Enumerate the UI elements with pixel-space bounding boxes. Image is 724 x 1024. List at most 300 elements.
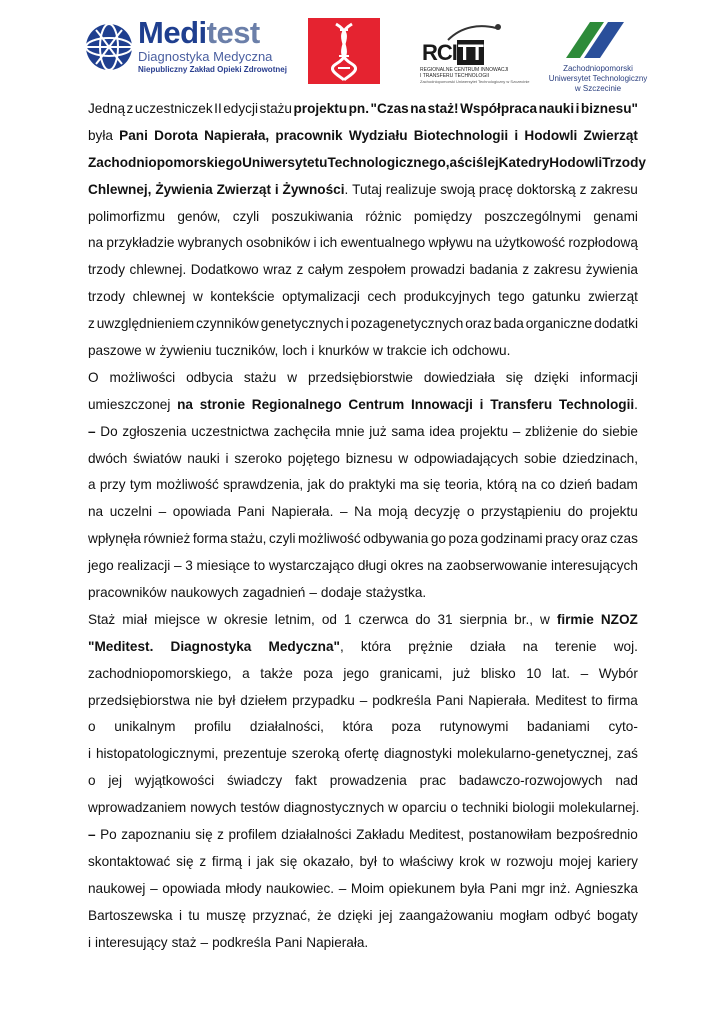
word: mojej bbox=[558, 853, 592, 869]
word: Napierała, bbox=[204, 127, 270, 143]
word: naukowych bbox=[170, 585, 239, 601]
word: interesujących bbox=[551, 558, 638, 574]
word: muszę bbox=[206, 907, 247, 923]
word: o bbox=[450, 800, 459, 816]
text-line bbox=[88, 822, 638, 849]
word: Katedry bbox=[498, 154, 550, 170]
word: Trzody bbox=[602, 154, 646, 170]
word: postanowiłam bbox=[468, 827, 552, 843]
word: do bbox=[567, 504, 583, 520]
word: optymalizacji bbox=[282, 289, 360, 305]
word: młody bbox=[225, 880, 262, 896]
text-line bbox=[88, 177, 638, 204]
word: diagnostycznych bbox=[283, 800, 385, 816]
word: do bbox=[415, 611, 431, 627]
word: staż bbox=[171, 934, 197, 950]
word: rozpłodową bbox=[568, 235, 638, 251]
meditest-logo bbox=[84, 15, 287, 80]
word: – bbox=[158, 504, 167, 520]
text-line bbox=[88, 338, 638, 365]
word: Staż bbox=[88, 611, 116, 627]
word: Meditest, bbox=[408, 827, 465, 843]
word: przy bbox=[99, 477, 126, 493]
word: nad bbox=[615, 773, 638, 789]
word: całym bbox=[307, 262, 344, 278]
word: badam bbox=[596, 477, 638, 493]
word: czerwca bbox=[358, 611, 409, 627]
word: Dodatkowo bbox=[190, 262, 259, 278]
word: "Czas bbox=[370, 101, 409, 116]
word: o bbox=[88, 719, 96, 735]
word: – bbox=[150, 880, 158, 896]
word: i bbox=[345, 316, 349, 332]
word: umieszczonej bbox=[88, 396, 171, 412]
word: pracownik bbox=[275, 127, 343, 143]
word: dowiedziała bbox=[423, 369, 495, 385]
word: firmą bbox=[211, 853, 243, 869]
word: żywienia bbox=[585, 262, 638, 278]
word: do bbox=[582, 423, 598, 439]
word: sierpnia bbox=[459, 611, 508, 627]
word: dodatki bbox=[594, 316, 638, 332]
word: firma bbox=[607, 692, 638, 708]
text-line bbox=[88, 150, 646, 177]
word: wyjątkowości bbox=[134, 773, 215, 789]
word: co bbox=[540, 477, 556, 493]
word: pracowników bbox=[88, 585, 167, 601]
text-line bbox=[88, 204, 638, 231]
word: – bbox=[309, 585, 317, 601]
word: skontaktować bbox=[88, 853, 171, 869]
word: Agnieszka bbox=[575, 880, 638, 896]
word: biznesu bbox=[345, 450, 393, 466]
word: pomiędzy bbox=[413, 208, 473, 224]
word: rutynowymi bbox=[439, 719, 509, 735]
word: pracy bbox=[545, 531, 579, 547]
word: mnie bbox=[335, 423, 365, 439]
word: trzody bbox=[88, 262, 126, 278]
word: i bbox=[88, 746, 92, 762]
word: sobie bbox=[524, 450, 557, 466]
word: Diagnostyka bbox=[170, 638, 252, 654]
word: przypadku bbox=[292, 692, 355, 708]
word: w bbox=[193, 289, 203, 305]
text-line bbox=[88, 607, 638, 634]
word: prezentuje bbox=[223, 746, 287, 762]
word: okres bbox=[390, 558, 424, 574]
article-body bbox=[88, 96, 646, 957]
word: a bbox=[449, 154, 458, 170]
word: w bbox=[398, 450, 409, 466]
word: że bbox=[317, 907, 332, 923]
word: biologii bbox=[512, 800, 555, 816]
word: zakresu bbox=[590, 181, 638, 197]
word: Innowacji bbox=[411, 396, 473, 412]
word: się bbox=[505, 369, 524, 385]
text-line bbox=[88, 553, 638, 580]
word: praktyki bbox=[348, 477, 396, 493]
text-line bbox=[88, 903, 638, 930]
word: światów bbox=[133, 450, 182, 466]
word: Wybór bbox=[598, 665, 638, 681]
word: prowadzi bbox=[410, 262, 465, 278]
word: szeroko bbox=[234, 450, 282, 466]
word: to bbox=[253, 558, 266, 574]
word: z bbox=[217, 827, 224, 843]
word: – bbox=[512, 423, 521, 439]
word: 3 bbox=[185, 558, 193, 574]
word: cech bbox=[367, 289, 397, 305]
word: się bbox=[279, 853, 298, 869]
word: II bbox=[214, 101, 222, 116]
word: uczestnictwa bbox=[191, 423, 270, 439]
word: Napierała. bbox=[271, 504, 334, 520]
word: prowadzenia bbox=[329, 773, 407, 789]
word: decyzję bbox=[414, 504, 461, 520]
word: okazało, bbox=[303, 853, 354, 869]
word: – bbox=[88, 827, 96, 843]
word: Uniwersytetu bbox=[242, 154, 328, 170]
word: odpowiadających bbox=[414, 450, 519, 466]
word: dzięki bbox=[337, 907, 373, 923]
word: polimorfizmu bbox=[88, 208, 166, 224]
zut-name-line3: w Szczecinie bbox=[574, 84, 622, 93]
word: zakresu bbox=[533, 262, 582, 278]
word: na bbox=[522, 638, 538, 654]
word: – bbox=[338, 880, 347, 896]
word: mogłam bbox=[499, 907, 549, 923]
word: – bbox=[88, 423, 96, 439]
word: Zwierząt bbox=[583, 127, 638, 143]
word: wpływu bbox=[428, 235, 474, 251]
word: na bbox=[521, 477, 537, 493]
word: czyli bbox=[232, 208, 260, 224]
word: Medyczna", bbox=[268, 638, 344, 654]
word: podkreśla bbox=[372, 692, 432, 708]
meditest-subtitle: Diagnostyka Medyczna bbox=[138, 49, 273, 64]
rcitt-letters: RCITT bbox=[422, 40, 483, 65]
word: Żywności. bbox=[282, 181, 349, 197]
word: projektu bbox=[589, 504, 638, 520]
word: z bbox=[579, 181, 587, 197]
word: tym bbox=[129, 477, 152, 493]
word: wraz bbox=[263, 262, 292, 278]
word: na bbox=[427, 558, 443, 574]
word: na bbox=[88, 235, 104, 251]
word: genów, bbox=[177, 208, 221, 224]
word: osobników bbox=[246, 235, 311, 251]
word: sprawdzenia, bbox=[223, 477, 304, 493]
word: tu bbox=[188, 907, 200, 923]
word: i bbox=[225, 450, 229, 466]
word: możliwości bbox=[109, 369, 176, 385]
word: molekularno-genetycznej, bbox=[456, 746, 612, 762]
word: przedsiębiorstwie bbox=[307, 369, 413, 385]
word: go bbox=[430, 531, 446, 547]
text-line bbox=[88, 714, 638, 741]
zut-name-line1: Zachodniopomorski bbox=[563, 64, 633, 73]
word: i bbox=[313, 235, 317, 251]
word: realizuje bbox=[385, 181, 437, 197]
word: kariery bbox=[597, 853, 638, 869]
word: biznesu" bbox=[580, 101, 638, 116]
word: również bbox=[143, 531, 191, 547]
word: do bbox=[329, 477, 345, 493]
word: nauki bbox=[187, 450, 220, 466]
word: stażu bbox=[243, 369, 277, 385]
zut-name-line2: Uniwersytet Technologiczny bbox=[548, 74, 648, 83]
word: Transferu bbox=[490, 396, 553, 412]
word: Pani bbox=[119, 127, 148, 143]
text-line bbox=[88, 741, 638, 768]
word: poszukiwania bbox=[271, 208, 354, 224]
word: cyto- bbox=[608, 719, 638, 735]
word: realizacji bbox=[117, 558, 171, 574]
text-line bbox=[88, 472, 638, 499]
word: naukowiec. bbox=[266, 880, 335, 896]
word: genetycznych bbox=[260, 316, 344, 332]
text-line bbox=[88, 930, 638, 957]
word: pozagenetycznych bbox=[350, 316, 464, 332]
word: pojętego bbox=[287, 450, 340, 466]
word: to bbox=[382, 853, 394, 869]
word: to bbox=[591, 692, 603, 708]
word: stażu, bbox=[230, 531, 267, 547]
word: długi bbox=[357, 558, 387, 574]
word: rozwoju bbox=[506, 853, 554, 869]
globe-icon bbox=[84, 22, 134, 72]
logo-header bbox=[0, 16, 724, 100]
word: Pani bbox=[436, 692, 464, 708]
rcitt-swoosh-icon bbox=[418, 20, 514, 42]
word: wprowadzaniem bbox=[88, 800, 187, 816]
word: Zakładu bbox=[356, 827, 405, 843]
word: Pani bbox=[237, 504, 265, 520]
word: stażu bbox=[259, 101, 292, 116]
word: 1 bbox=[343, 611, 352, 627]
word: uczestniczek bbox=[134, 101, 213, 116]
word: i bbox=[479, 396, 484, 412]
word: loch bbox=[282, 343, 308, 359]
rcitt-name-line2: I TRANSFERU TECHNOLOGII bbox=[420, 73, 489, 79]
text-line bbox=[88, 230, 638, 257]
word: od bbox=[321, 611, 337, 627]
word: odbywania bbox=[363, 531, 429, 547]
word: poza bbox=[391, 719, 421, 735]
word: doktorską bbox=[516, 181, 576, 197]
word: kontekście bbox=[210, 289, 275, 305]
word: dzień bbox=[559, 477, 592, 493]
word: jak bbox=[256, 853, 275, 869]
word: był bbox=[217, 692, 236, 708]
word: możliwość bbox=[298, 531, 361, 547]
word: ma bbox=[399, 477, 419, 493]
word: – bbox=[200, 934, 209, 950]
word: terenie bbox=[555, 638, 597, 654]
word: i bbox=[274, 181, 279, 197]
word: właściwy bbox=[399, 853, 454, 869]
word: nauki bbox=[538, 101, 575, 116]
word: profilem bbox=[228, 827, 277, 843]
word: firmie bbox=[556, 611, 594, 627]
word: jego bbox=[343, 665, 370, 681]
word: tuczników, bbox=[215, 343, 279, 359]
text-line bbox=[88, 688, 638, 715]
word: działalności, bbox=[249, 719, 324, 735]
word: Współpraca bbox=[460, 101, 538, 116]
word: zapoznaniu bbox=[121, 827, 191, 843]
word: teoria, bbox=[444, 477, 483, 493]
word: i bbox=[178, 907, 183, 923]
word: na bbox=[177, 396, 193, 412]
word: Regionalnego bbox=[251, 396, 342, 412]
text-line bbox=[88, 876, 638, 903]
word: działa bbox=[470, 638, 506, 654]
word: oraz bbox=[465, 316, 492, 332]
word: miał bbox=[122, 611, 148, 627]
word: Hodowli bbox=[549, 154, 603, 170]
rcitt-name-line3: Zachodniopomorski Uniwersytet Technologiczny w Szczecinie bbox=[420, 79, 530, 84]
word: testów bbox=[240, 800, 280, 816]
text-line bbox=[88, 661, 638, 688]
word: chlewnej. bbox=[129, 262, 187, 278]
word: Pani bbox=[489, 880, 517, 896]
text-line bbox=[88, 446, 638, 473]
zut-logo bbox=[538, 16, 658, 98]
meditest-title: Meditest bbox=[138, 15, 260, 50]
word: idea bbox=[429, 423, 455, 439]
word: krok bbox=[459, 853, 485, 869]
word: możliwość bbox=[156, 477, 219, 493]
word: nowych bbox=[190, 800, 237, 816]
word: Technologicznego, bbox=[327, 154, 450, 170]
word: podkreśla bbox=[212, 934, 272, 950]
word: Pani bbox=[275, 934, 303, 950]
word: O bbox=[88, 369, 99, 385]
word: na bbox=[410, 101, 427, 116]
word: "Meditest. bbox=[88, 638, 154, 654]
word: wystarczająco bbox=[268, 558, 355, 574]
word: stronie bbox=[199, 396, 246, 412]
word: 10 bbox=[526, 665, 542, 681]
word: bezpośrednio bbox=[556, 827, 638, 843]
word: działalności bbox=[281, 827, 352, 843]
word: się bbox=[195, 827, 213, 843]
word: z bbox=[522, 262, 530, 278]
word: czynników bbox=[196, 316, 259, 332]
dna-logo bbox=[308, 18, 380, 84]
word: przedsiębiorstwa bbox=[88, 692, 190, 708]
word: badawczo-rozwojowych bbox=[458, 773, 603, 789]
word: ofertę bbox=[344, 746, 380, 762]
word: Biotechnologii bbox=[413, 127, 509, 143]
word: lat. bbox=[551, 665, 571, 681]
word: organiczne bbox=[525, 316, 593, 332]
word: trakcie bbox=[386, 343, 427, 359]
word: żywieniu bbox=[159, 343, 212, 359]
word: interesujący bbox=[95, 934, 168, 950]
word: unikalnym bbox=[114, 719, 176, 735]
word: moją bbox=[378, 504, 408, 520]
word: forma bbox=[192, 531, 228, 547]
word: pn. bbox=[348, 101, 370, 116]
word: jej bbox=[378, 907, 393, 923]
word: czas bbox=[609, 531, 638, 547]
word: jej bbox=[108, 773, 122, 789]
word: dodaje bbox=[320, 585, 362, 601]
word: Dorota bbox=[154, 127, 198, 143]
meditest-tagline: Niepubliczny Zakład Opieki Zdrowotnej bbox=[138, 65, 287, 74]
word: w bbox=[372, 343, 383, 359]
word: profilu bbox=[194, 719, 232, 735]
word: produkcyjnych bbox=[403, 289, 491, 305]
word: techniki bbox=[462, 800, 509, 816]
word: diagnostyki bbox=[383, 746, 452, 762]
word: Wydziału bbox=[348, 127, 408, 143]
word: przystąpieniu bbox=[481, 504, 562, 520]
word: letnim, bbox=[274, 611, 315, 627]
word: się bbox=[423, 477, 441, 493]
word: czyli bbox=[269, 531, 296, 547]
word: i bbox=[247, 853, 251, 869]
word: oparciu bbox=[401, 800, 447, 816]
word: poza bbox=[448, 531, 479, 547]
word: histopatologicznymi, bbox=[95, 746, 219, 762]
word: o bbox=[88, 773, 96, 789]
word: którą bbox=[486, 477, 518, 493]
word: w bbox=[287, 369, 298, 385]
word: Zachodniopomorskiego bbox=[88, 154, 243, 170]
word: badania bbox=[469, 262, 518, 278]
word: projektu bbox=[293, 101, 348, 116]
word: nie bbox=[194, 692, 214, 708]
word: różnic bbox=[365, 208, 402, 224]
word: woj. bbox=[613, 638, 638, 654]
word: zbliżenie bbox=[525, 423, 578, 439]
word: projektu bbox=[459, 423, 509, 439]
word: przyznać, bbox=[252, 907, 311, 923]
word: i bbox=[575, 101, 580, 116]
text-line bbox=[88, 526, 638, 553]
word: Żywienia bbox=[155, 181, 213, 197]
word: szeroką bbox=[291, 746, 340, 762]
text-line bbox=[88, 311, 638, 338]
rcitt-logo bbox=[418, 20, 530, 84]
word: bada bbox=[493, 316, 524, 332]
word: zachodniopomorskiego, bbox=[88, 665, 232, 681]
word: dziedzinach, bbox=[562, 450, 638, 466]
word: uczelni bbox=[109, 504, 153, 520]
word: użytkowość bbox=[494, 235, 566, 251]
word: Technologii. bbox=[558, 396, 638, 412]
word: która bbox=[342, 719, 373, 735]
word: inż. bbox=[549, 880, 571, 896]
word: staż! bbox=[427, 101, 459, 116]
word: i bbox=[88, 934, 92, 950]
text-line bbox=[88, 365, 638, 392]
word: zaś bbox=[616, 746, 638, 762]
word: zespołem bbox=[347, 262, 406, 278]
word: poszczególnymi bbox=[484, 208, 582, 224]
word: dziełem bbox=[240, 692, 288, 708]
text-line bbox=[88, 392, 638, 419]
word: Chlewnej, bbox=[88, 181, 152, 197]
word: Napierała. bbox=[468, 692, 531, 708]
word: opowiada bbox=[172, 504, 231, 520]
word: był bbox=[359, 853, 377, 869]
word: w bbox=[540, 611, 550, 627]
word: fakt bbox=[294, 773, 317, 789]
